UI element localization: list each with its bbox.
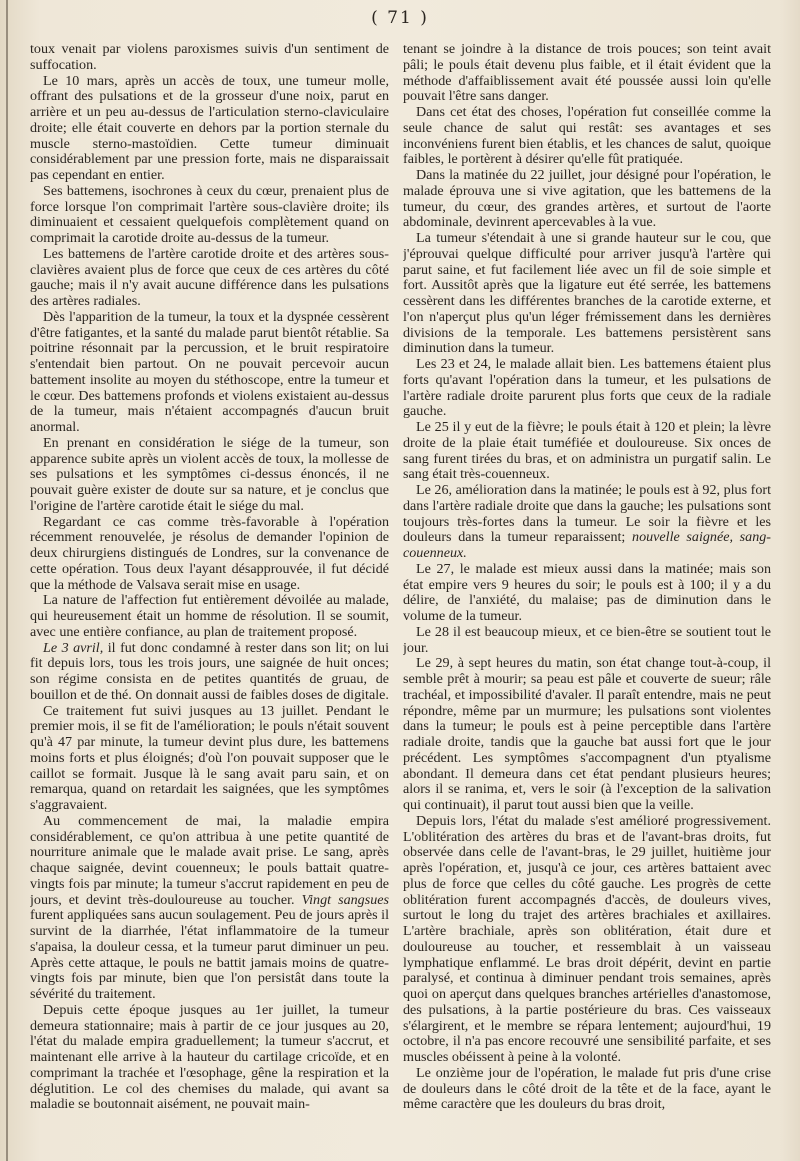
paragraph: Dès l'apparition de la tumeur, la toux et la dyspnée cessèrent d'être fatigantes, et la santé du malade parut bientôt rétablie. Sa poitrine résonnait par la percussion, et le bruit respiratoire s'entendait bien partout. On ne pouvait percevoir aucun battement insolite au moyen du stéthoscope, entre la tumeur et le cœur. Des battemens profonds et violens existaient au-dessus de la tumeur, mais n'étaient accompagnés d'aucun bruit anormal. xyxy=(30,308,389,435)
paragraph xyxy=(403,483,771,562)
italic-phrase: nouvelle saignée, sang-couenneux. xyxy=(403,529,771,561)
paragraph: Ses battemens, isochrones à ceux du cœur, prenaient plus de force lorsque l'on comprimait l'artère sous-clavière droite; ils diminuaient et cessaient quelquefois complètement quand on comprimait la carotide droite au-dessus de la tumeur. xyxy=(30,182,389,246)
paragraph: En prenant en considération le siége de la tumeur, son apparence subite après un violent accès de toux, la mollesse de ses pulsations et les symptômes ci-dessus énoncés, il ne pouvait guère exister de doute sur sa nature, et je conclus que l'origine de l'artère carotide était le siége du mal. xyxy=(30,434,389,514)
paragraph: Les 23 et 24, le malade allait bien. Les battemens étaient plus forts qu'avant l'opération dans la tumeur, et les pulsations de l'artère radiale droite parurent plus forts que ceux de la radiale gauche. xyxy=(403,356,771,420)
paragraph: Depuis cette époque jusques au 1er juillet, la tumeur demeura stationnaire; mais à partir de ce jour jusques au 20, l'état du malade empira graduellement; la tumeur s'accrut, et maintenant elle arrive à la hauteur du cartilage cricoïde, et en comprimant la trachée et l'œsophage, gêne la respiration et la déglutition. Le col des chemises du malade, qui avant sa maladie se boutonnait aisément, ne pouvait main- xyxy=(30,1001,389,1113)
paragraph: Le 10 mars, après un accès de toux, une tumeur molle, offrant des pulsations et de la grosseur d'une noix, parut en arrière et un peu au-dessus de l'articulation sterno-claviculaire droite; elle était couverte en dehors par la portion sternale du muscle sterno-mastoïdien. Cette tumeur diminuait considérablement par une pression forte, mais ne disparaissait pas cependant en entier. xyxy=(30,72,389,183)
paragraph: Le 29, à sept heures du matin, son état change tout-à-coup, il semble prêt à mourir; sa peau est pâle et couverte de sueur; râle trachéal, et impossibilité d'avaler. Il paraît entendre, mais ne peut répondre, même par un murmure; les pulsations sont violentes dans la tumeur; le pouls est à peine perceptible dans l'artère radiale droite, tandis que la gauche bat aussi fort que le jour précédent. Les symptômes s'accompagnent d'un ptyalisme abondant. Il demeura dans cet état pendant plusieurs heures; alors il se ranima, et, vers le soir (à l'exception de la salivation qui continuait), il parut tout aussi bien que la veille. xyxy=(403,655,771,813)
page-number: ( 71 ) xyxy=(371,8,429,28)
paragraph-text: Au commencement de mai, la maladie empira considérablement, ce qu'on attribua à une petite quantité de nourriture animale que le malade avait prise. Le sang, après chaque saignée, devint couenneux; le pouls battait quatre-vingts fois par minute; la tumeur s'accrut rapidement en peu de jours, et devint très-douloureuse au toucher. xyxy=(30,812,389,908)
paragraph xyxy=(30,641,389,704)
right-column xyxy=(403,42,771,1154)
paragraph-text: il fut donc condamné à rester dans son lit; on lui fit depuis lors, tous les trois jours, une saignée de huit onces; son régime consista en de petites quantités de gruau, de bouillon et de thé. On donnait aussi de faibles doses de digitale. xyxy=(30,639,389,703)
paragraph: toux venait par violens paroxismes suivis d'un sentiment de suffocation. xyxy=(30,42,389,73)
paragraph-text: Le 26, amélioration dans la matinée; le pouls est à 92, plus fort dans l'artère radiale droite que dans la gauche; les pulsations sont toujours très-fortes dans la tumeur. Le soir la fièvre et les douleurs dans la tumeur reparaissent; xyxy=(403,482,771,546)
paragraph-text: furent appliquées sans aucun soulagement. Peu de jours après il survint de la diarrhée, l'état inflammatoire de la tumeur s'apaisa, la douleur cessa, et la tumeur parut diminuer un peu. Après cette attaque, le pouls ne battit jamais moins de quatre-vingts fois par minute, bien que l'on persistât dans toute la sévérité du traitement. xyxy=(30,907,389,1002)
paragraph: Depuis lors, l'état du malade s'est amélioré progressivement. L'oblitération des artères du bras et de l'avant-bras droits, fut observée dans celle de l'avant-bras, le 29 juillet, huitième jour après l'opération, et, jusqu'à ce jour, ces artères battaient avec plus de force que celles du côté gauche. Les progrès de cette oblitération furent accompagnés d'accès, de douleurs vives, surtout le long du trajet des artères brachiales et axillaires. L'artère brachiale, après son oblitération, était dure et douloureuse au toucher, et ressemblait à un vaisseau lymphatique enflammé. Le bras droit dépérit, devint en partie paralysé, et continua à diminuer pendant trois semaines, après quoi on aperçut dans quelques branches artérielles d'anastomose, des pulsations, à la partie postérieure du bras. Ces vaisseaux s'élargirent, et le membre se répara lentement; aujourd'hui, 19 octobre, il n'a pas encore recouvré une sensibilité parfaite, et ses muscles obéissent à peine à la volonté. xyxy=(403,812,771,1065)
paragraph: Dans la matinée du 22 juillet, jour désigné pour l'opération, le malade éprouva une si vive agitation, que les battemens de la tumeur, du cœur, des grandes artères, et surtout de l'aorte abdominale, devinrent apercevables à la vue. xyxy=(403,167,771,231)
paragraph: Regardant ce cas comme très-favorable à l'opération récemment renouvelée, je résolus de demander l'opinion de deux chirurgiens distingués de Londres, sur la convenance de cette opération. Tous deux l'ayant désapprouvée, il fut décidé que la méthode de Valsava serait mise en usage. xyxy=(30,513,389,593)
italic-phrase: Vingt sangsues xyxy=(301,891,389,908)
paragraph: Dans cet état des choses, l'opération fut conseillée comme la seule chance de salut qui restât: ses avantages et ses inconvéniens furent bien établis, et les chances de salut, quoique faibles, le portèrent à désirer qu'elle fût pratiquée. xyxy=(403,104,771,168)
paragraph: La nature de l'affection fut entièrement dévoilée au malade, qui heureusement était un homme de résolution. Il se soumit, avec une entière confiance, au plan de traitement proposé. xyxy=(30,592,389,640)
paragraph: Le onzième jour de l'opération, le malade fut pris d'une crise de douleurs dans le côté droit de la tête et de la face, ayant le même caractère que les douleurs du bras droit, xyxy=(403,1064,771,1113)
date-lead: Le 3 avril, xyxy=(43,639,104,656)
paragraph: Le 28 il est beaucoup mieux, et ce bien-être se soutient tout le jour. xyxy=(403,623,771,656)
paragraph: Le 27, le malade est mieux aussi dans la matinée; mais son état empire vers 9 heures du soir; le pouls est à 100; il y a du délire, de l'anxiété, du malaise; pas de diminution dans le volume de la tumeur. xyxy=(403,560,771,624)
paragraph xyxy=(30,814,389,1003)
paragraph: tenant se joindre à la distance de trois pouces; son teint avait pâli; le pouls était devenu plus faible, et il était évident que la méthode d'affaiblissement avait été poussée aussi loin qu'elle pouvait l'être sans danger. xyxy=(403,42,771,105)
binding-edge xyxy=(6,0,8,1161)
paragraph: Le 25 il y eut de la fièvre; le pouls était à 120 et plein; la lèvre droite de la plaie était tuméfiée et douloureuse. Six onces de sang furent tirées du bras, et on administra un purgatif salin. Le sang était très-couenneux. xyxy=(403,419,771,483)
paragraph: La tumeur s'étendait à une si grande hauteur sur le cou, que j'éprouvai quelque difficulté pour arriver jusqu'à l'artère qui parut saine, et fut facilement liée avec un fil de soie simple et fort. Aussitôt après que la ligature eut été serrée, les battemens cessèrent dans les différentes branches de la carotide externe, et l'on n'aperçut plus qu'un léger frémissement dans les dernières divisions de la temporale. Les battemens persistèrent sans diminution dans la tumeur. xyxy=(403,230,771,357)
paragraph: Les battemens de l'artère carotide droite et des artères sous-clavières avaient plus de force que ceux de ces artères du côté gauche; mais il n'y avait aucune différence dans les pulsations des artères radiales. xyxy=(30,245,389,309)
paragraph: Ce traitement fut suivi jusques au 13 juillet. Pendant le premier mois, il se fit de l'amélioration; le pouls n'était souvent qu'à 47 par minute, la tumeur devint plus dure, les battemens moins forts et plus éloignés; d'où l'on pouvait supposer que le caillot se formait. Jusque là le sang avait paru sain, et on remarqua, quand on retardait les saignées, que les symptômes s'aggravaient. xyxy=(30,702,389,813)
left-column xyxy=(30,42,389,1154)
